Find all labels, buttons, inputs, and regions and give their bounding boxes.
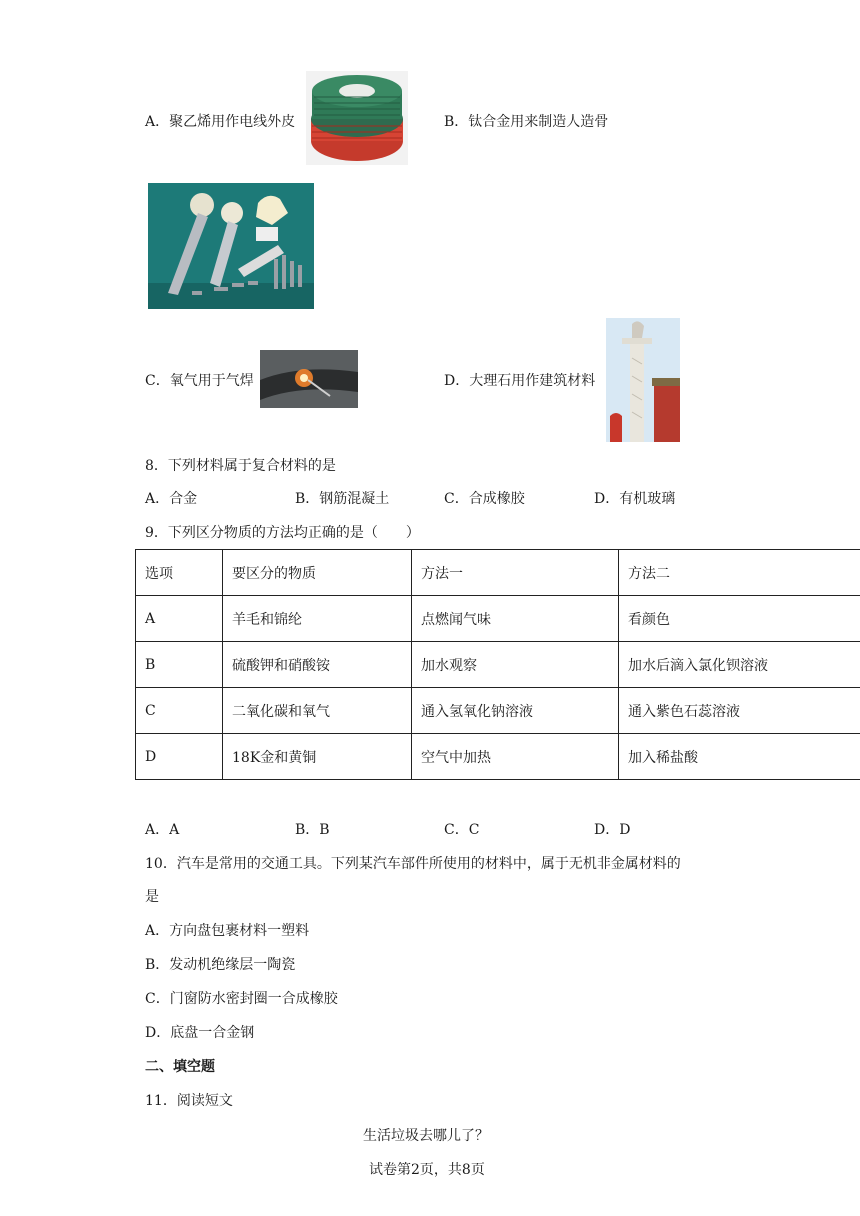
table-row <box>136 734 860 780</box>
marble-column-image <box>606 318 680 442</box>
table-cell: 空气中加热 <box>412 734 619 780</box>
table-cell: 硫酸钾和硝酸铵 <box>223 642 412 688</box>
page-footer: 试卷第2页，共8页 <box>369 1162 485 1178</box>
table-cell: 加水观察 <box>412 642 619 688</box>
table-cell: 加入稀盐酸 <box>619 734 860 780</box>
q7-option-c: C．氧气用于气焊 <box>145 373 254 389</box>
q10-option-c: C．门窗防水密封圈一合成橡胶 <box>145 991 338 1007</box>
section-title: 二、填空题 <box>145 1059 215 1075</box>
q10-stem-line1: 10．汽车是常用的交通工具。下列某汽车部件所使用的材料中，属于无机非金属材料的 <box>145 856 681 872</box>
q8-stem: 8．下列材料属于复合材料的是 <box>145 458 336 474</box>
table-cell: 通入氢氧化钠溶液 <box>412 688 619 734</box>
table-header-cell: 选项 <box>136 550 223 596</box>
table-cell: 通入紫色石蕊溶液 <box>619 688 860 734</box>
table-cell: 羊毛和锦纶 <box>223 596 412 642</box>
q9-option-b: B．B <box>295 822 330 838</box>
table-row <box>136 688 860 734</box>
q8-option-a: A．合金 <box>145 491 198 507</box>
q10-option-d: D．底盘一合金钢 <box>145 1025 255 1041</box>
article-title: 生活垃圾去哪儿了？ <box>363 1128 489 1144</box>
artificial-bone-image <box>148 183 314 309</box>
q10-option-b: B．发动机绝缘层一陶瓷 <box>145 957 296 973</box>
q9-option-a: A．A <box>145 822 180 838</box>
table-cell: 加水后滴入氯化钡溶液 <box>619 642 860 688</box>
q7-option-b: B．钛合金用来制造人造骨 <box>444 114 609 130</box>
wire-spool-image <box>306 71 408 165</box>
table-header-row <box>136 550 860 596</box>
q9-option-d: D．D <box>594 822 631 838</box>
q7-option-d: D．大理石用作建筑材料 <box>444 373 596 389</box>
table-row <box>136 596 860 642</box>
q10-option-a: A．方向盘包裹材料一塑料 <box>145 923 310 939</box>
table-cell: D <box>136 734 223 780</box>
q9-stem: 9．下列区分物质的方法均正确的是（ ） <box>145 525 420 541</box>
table-header-cell: 方法一 <box>412 550 619 596</box>
table-cell: A <box>136 596 223 642</box>
table-header-cell: 要区分的物质 <box>223 550 412 596</box>
table-cell: B <box>136 642 223 688</box>
table-header-cell: 方法二 <box>619 550 860 596</box>
table-cell: 二氧化碳和氧气 <box>223 688 412 734</box>
q9-table <box>135 549 860 780</box>
table-row <box>136 642 860 688</box>
q8-option-d: D．有机玻璃 <box>594 491 676 507</box>
table-cell: C <box>136 688 223 734</box>
table-cell: 看颜色 <box>619 596 860 642</box>
q10-stem-line2: 是 <box>145 889 159 905</box>
q9-option-c: C．C <box>444 822 480 838</box>
table-cell: 点燃闻气味 <box>412 596 619 642</box>
q8-option-c: C．合成橡胶 <box>444 491 525 507</box>
table-cell: 18K金和黄铜 <box>223 734 412 780</box>
gas-welding-image <box>260 350 358 408</box>
q8-option-b: B．钢筋混凝土 <box>295 491 390 507</box>
q11-stem: 11．阅读短文 <box>145 1093 233 1109</box>
q7-option-a: A．聚乙烯用作电线外皮 <box>145 114 296 130</box>
